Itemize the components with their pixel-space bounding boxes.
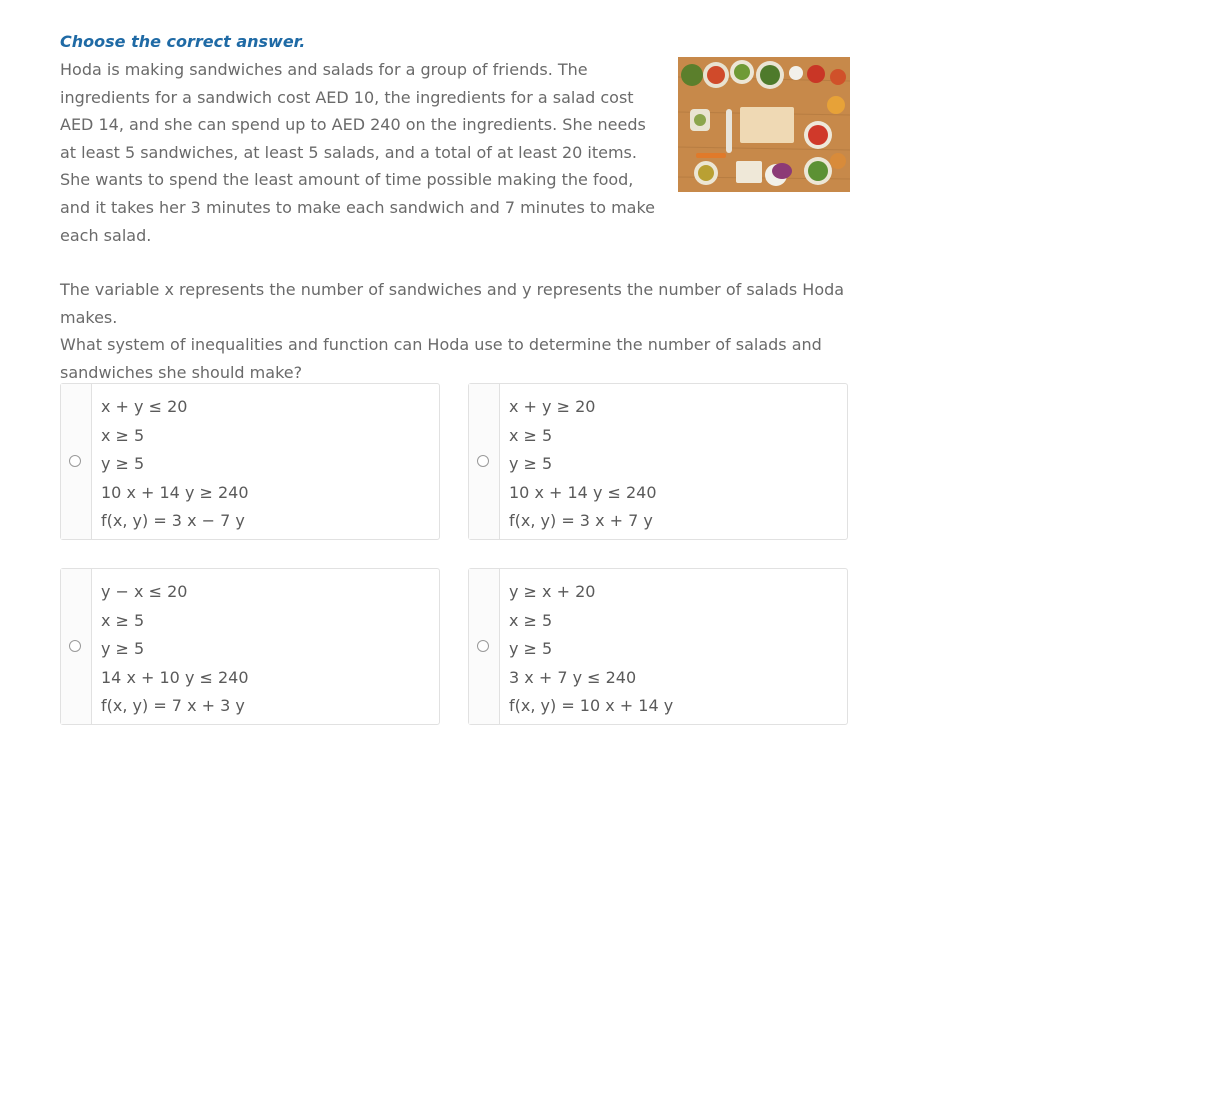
option-line: 10 x + 14 y ≥ 240 bbox=[101, 482, 249, 502]
option-line: y ≥ x + 20 bbox=[509, 582, 596, 601]
option-line: f(x, y) = 10 x + 14 y bbox=[509, 696, 674, 716]
option-line: f(x, y) = 3 x − 7 y bbox=[101, 511, 245, 531]
answer-option-c[interactable] bbox=[60, 568, 440, 725]
radio-button[interactable] bbox=[69, 455, 81, 467]
radio-button[interactable] bbox=[69, 640, 81, 652]
variables-paragraph: The variable x represents the number of sandwiches and y represents the number of salads Hoda makes. bbox=[60, 280, 845, 327]
option-line: y ≥ 5 bbox=[509, 639, 553, 659]
radio-column bbox=[61, 384, 92, 539]
instruction-text: Choose the correct answer. bbox=[60, 32, 306, 51]
question-prompt: What system of inequalities and function can Hoda use to determine the number of salads and sandwiches she should make? bbox=[60, 335, 822, 382]
option-line: x ≥ 5 bbox=[509, 610, 553, 630]
option-math bbox=[101, 393, 249, 536]
option-line: x ≥ 5 bbox=[509, 425, 553, 445]
option-line: 14 x + 10 y ≤ 240 bbox=[101, 667, 249, 687]
option-line: f(x, y) = 3 x + 7 y bbox=[509, 511, 653, 531]
option-line: y − x ≤ 20 bbox=[101, 582, 188, 601]
radio-column bbox=[469, 384, 500, 539]
radio-button[interactable] bbox=[477, 640, 489, 652]
question-block bbox=[60, 28, 850, 387]
radio-column bbox=[469, 569, 500, 724]
option-line: x ≥ 5 bbox=[101, 425, 145, 445]
option-line: y ≥ 5 bbox=[509, 454, 553, 474]
option-line: y ≥ 5 bbox=[101, 454, 145, 474]
answer-option-a[interactable] bbox=[60, 383, 440, 540]
option-line: 3 x + 7 y ≤ 240 bbox=[509, 667, 637, 687]
answer-option-d[interactable] bbox=[468, 568, 848, 725]
answer-option-b[interactable] bbox=[468, 383, 848, 540]
option-math bbox=[509, 393, 657, 536]
option-line: 10 x + 14 y ≤ 240 bbox=[509, 482, 657, 502]
option-math bbox=[509, 578, 673, 721]
food-image bbox=[678, 57, 850, 192]
option-line: f(x, y) = 7 x + 3 y bbox=[101, 696, 245, 716]
option-line: x + y ≤ 20 bbox=[101, 397, 188, 416]
problem-paragraph: Hoda is making sandwiches and salads for a group of friends. The ingredients for a sandwich cost AED 10, the ingredients for a salad cost AED 14, and she can spend up to AED 240 on the ingredients. She needs at least 5 sandwiches, at least 5 salads, and a total of at least 20 items. She wants to spend the least amount of time possible making the food, and it takes her 3 minutes to make each sandwich and 7 minutes to make each salad. bbox=[60, 60, 656, 245]
option-line: y ≥ 5 bbox=[101, 639, 145, 659]
option-line: x + y ≥ 20 bbox=[509, 397, 596, 416]
radio-column bbox=[61, 569, 92, 724]
option-line: x ≥ 5 bbox=[101, 610, 145, 630]
option-math bbox=[101, 578, 249, 721]
radio-button[interactable] bbox=[477, 455, 489, 467]
